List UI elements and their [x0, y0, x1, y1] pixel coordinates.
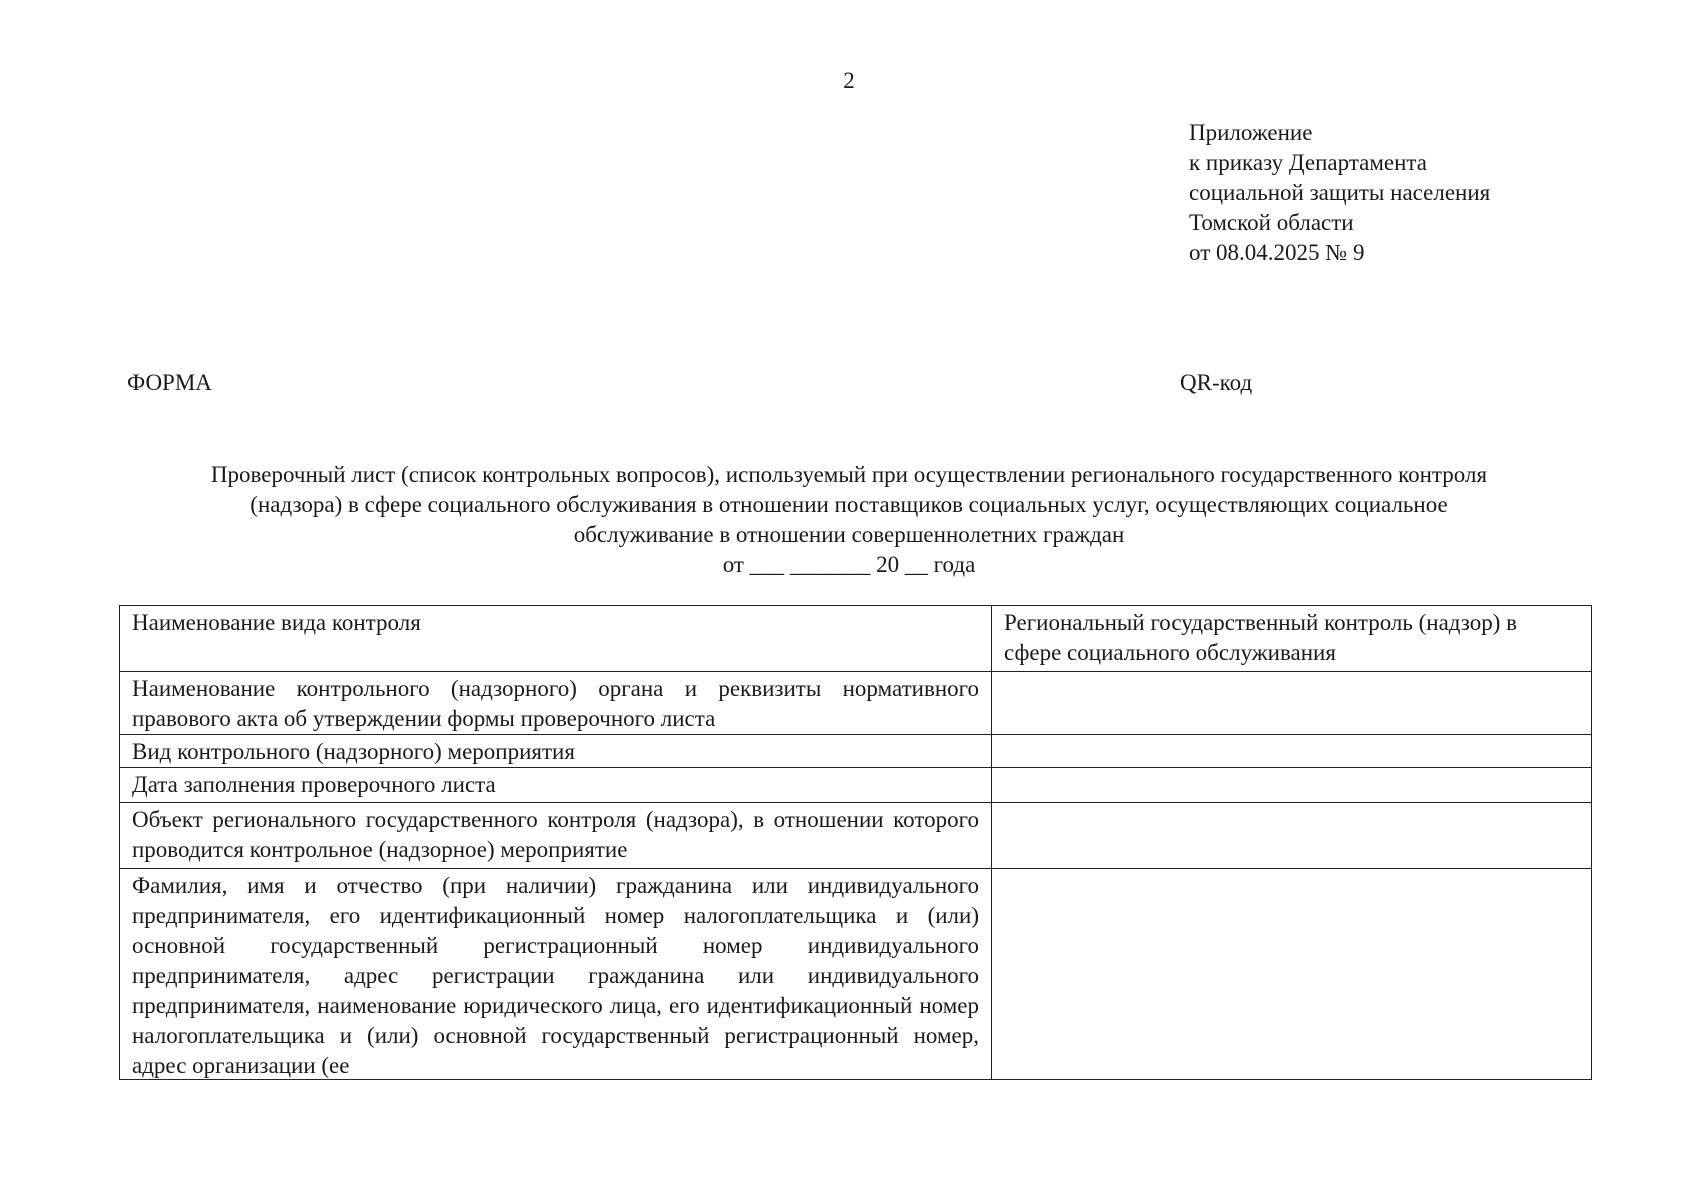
table-row	[120, 672, 1592, 735]
row-value-control-object[interactable]	[992, 803, 1592, 869]
table-row	[120, 606, 1592, 672]
title-date-line: от ___ _______ 20 __ года	[722, 552, 976, 577]
qr-code-label: QR-код	[1180, 370, 1253, 395]
title-line-1: Проверочный лист (список контрольных вопросов), используемый при осуществлении регионального государственного контроля	[210, 462, 1488, 487]
appendix-line-1: Приложение	[1189, 120, 1313, 145]
table-row	[120, 768, 1592, 803]
document-title	[110, 460, 1588, 580]
table-row	[120, 869, 1592, 1080]
checklist-table	[119, 605, 1592, 1080]
form-label: ФОРМА	[127, 370, 212, 395]
row-value-subject-details[interactable]	[992, 869, 1592, 1080]
row-label-control-type: Наименование вида контроля	[120, 606, 992, 672]
appendix-line-4: Томской области	[1189, 210, 1354, 235]
appendix-line-5: от 08.04.2025 № 9	[1189, 240, 1365, 265]
title-line-3: обслуживание в отношении совершеннолетних граждан	[573, 522, 1125, 547]
row-value-event-type[interactable]	[992, 735, 1592, 768]
appendix-line-3: социальной защиты населения	[1189, 180, 1491, 205]
title-line-2: (надзора) в сфере социального обслуживания в отношении поставщиков социальных услуг, осуществляющих социальное	[250, 492, 1448, 517]
page-number: 2	[843, 68, 855, 93]
subject-details-text: Фамилия, имя и отчество (при наличии) гражданина или индивидуального предпринимателя, его идентификационный номер налогоплательщика и (или) основной государственный регистрационный номер индивидуального предпринимателя, адрес регистрации гражданина или индивидуального предпринимателя, наименование юридического лица, его идентификационный номер налогоплательщика и (или) основной государственный регистрационный номер, адрес организации (ее	[132, 873, 979, 1078]
appendix-block	[1189, 118, 1669, 268]
row-label-event-type: Вид контрольного (надзорного) мероприятия	[120, 735, 992, 768]
table-row	[120, 803, 1592, 869]
row-value-fill-date[interactable]	[992, 768, 1592, 803]
row-value-authority[interactable]	[992, 672, 1592, 735]
table-row	[120, 735, 1592, 768]
row-label-control-object: Объект регионального государственного контроля (надзора), в отношении которого проводится контрольное (надзорное) мероприятие	[120, 803, 992, 869]
appendix-line-2: к приказу Департамента	[1189, 150, 1427, 175]
row-value-control-type: Региональный государственный контроль (надзор) в сфере социального обслуживания	[992, 606, 1592, 672]
row-label-authority: Наименование контрольного (надзорного) органа и реквизиты нормативного правового акта об утверждении формы проверочного листа	[120, 672, 992, 735]
row-label-subject-details	[120, 869, 992, 1080]
row-label-fill-date: Дата заполнения проверочного листа	[120, 768, 992, 803]
